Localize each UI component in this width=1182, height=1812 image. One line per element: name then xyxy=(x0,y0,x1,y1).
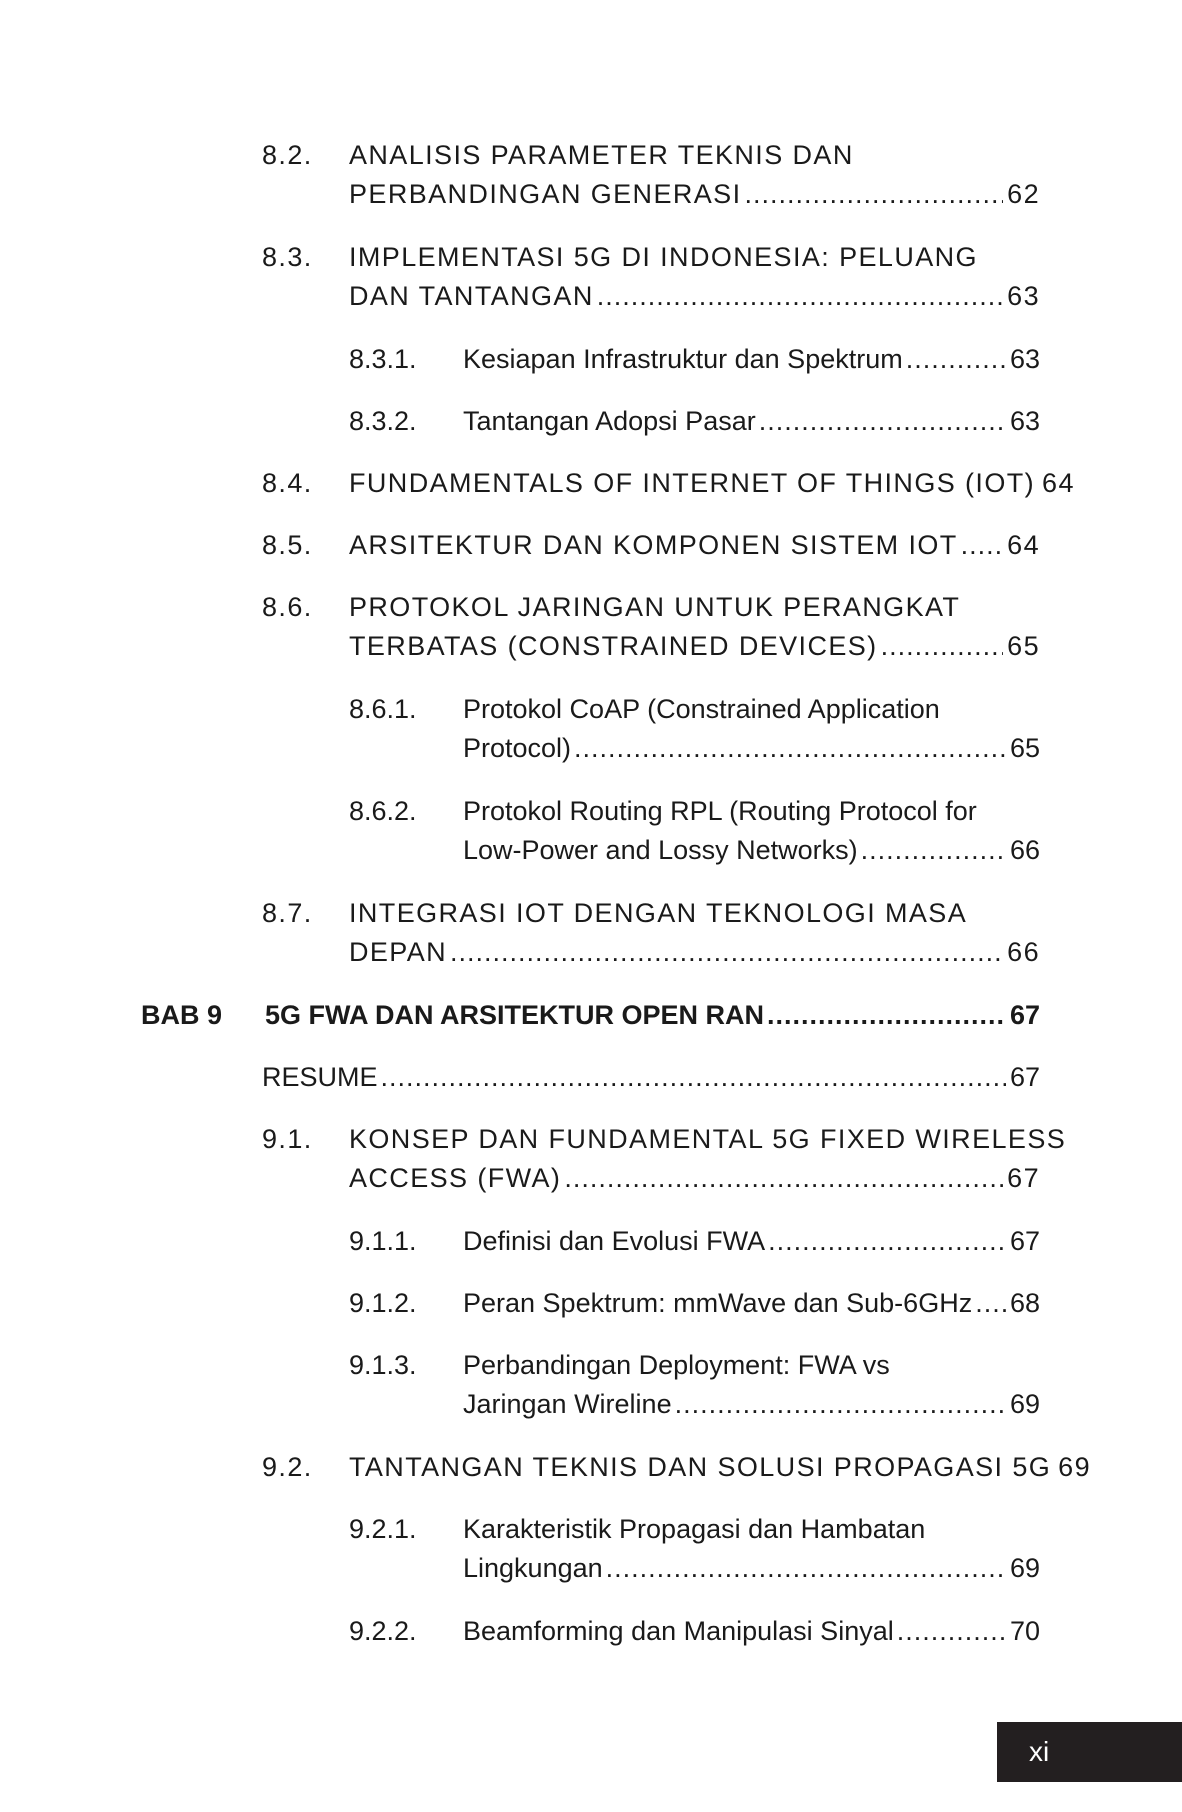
toc-leader-dots xyxy=(597,277,1003,316)
toc-entry-title: Tantangan Adopsi Pasar xyxy=(463,406,756,436)
toc-page-number: 67 xyxy=(1007,1163,1040,1193)
toc-entry-title: FUNDAMENTALS OF INTERNET OF THINGS (IOT) xyxy=(349,468,1036,498)
toc-page-number: 64 xyxy=(1042,468,1075,498)
toc-entry-number: 9.1.3. xyxy=(349,1350,417,1380)
toc-entry-number: 8.2. xyxy=(262,140,313,170)
toc-page-number: 63 xyxy=(1007,281,1040,311)
toc-leader-dots xyxy=(450,933,1003,972)
toc-entry-title: IMPLEMENTASI 5G DI INDONESIA: PELUANG xyxy=(349,242,978,272)
toc-entry-number: 9.2.1. xyxy=(349,1514,417,1544)
toc-entry-number: 8.6.2. xyxy=(349,796,417,826)
toc-entry-title: ANALISIS PARAMETER TEKNIS DAN xyxy=(349,140,854,170)
toc-page-number: 62 xyxy=(1007,179,1040,209)
toc-leader-dots xyxy=(861,831,1006,870)
toc-entry-number: 9.1.2. xyxy=(349,1288,417,1318)
toc-entry-title: INTEGRASI IOT DENGAN TEKNOLOGI MASA xyxy=(349,898,968,928)
toc-entry-title: PROTOKOL JARINGAN UNTUK PERANGKAT xyxy=(349,592,961,622)
toc-page-number: 67 xyxy=(1009,1226,1040,1256)
toc-leader-dots xyxy=(381,1058,1006,1097)
toc-entry-title: RESUME xyxy=(262,1062,378,1092)
toc-entry-number: 8.6. xyxy=(262,592,313,622)
toc-page-number: 65 xyxy=(1009,733,1040,763)
toc-chapter-title: 5G FWA DAN ARSITEKTUR OPEN RAN xyxy=(265,1000,765,1030)
toc-entry-title: Protokol CoAP (Constrained Application xyxy=(463,694,940,724)
toc-entry-title: TANTANGAN TEKNIS DAN SOLUSI PROPAGASI 5G xyxy=(349,1452,1052,1482)
toc-leader-dots xyxy=(767,996,1006,1035)
toc-entry-title: TERBATAS (CONSTRAINED DEVICES) xyxy=(349,631,878,661)
toc-entry-title: Perbandingan Deployment: FWA vs xyxy=(463,1350,890,1380)
toc-leader-dots xyxy=(606,1549,1006,1588)
toc-entry-title: DAN TANTANGAN xyxy=(349,281,594,311)
toc-entry-number: 9.2.2. xyxy=(349,1616,417,1646)
toc-entry-title: Kesiapan Infrastruktur dan Spektrum xyxy=(463,344,903,374)
toc-leader-dots xyxy=(961,526,1004,565)
toc-page-number: 64 xyxy=(1007,530,1040,560)
page-number: xi xyxy=(1029,1736,1050,1767)
toc-page-number: 66 xyxy=(1009,835,1040,865)
toc-entry-number: 9.1.1. xyxy=(349,1226,417,1256)
toc-page-number: 67 xyxy=(1009,1000,1040,1030)
toc-entry-title: Beamforming dan Manipulasi Sinyal xyxy=(463,1616,894,1646)
toc-leader-dots xyxy=(881,627,1004,666)
toc-page-number: 69 xyxy=(1009,1553,1040,1583)
page-number-tab xyxy=(997,1722,1182,1782)
toc-leader-dots xyxy=(574,729,1006,768)
toc-leader-dots xyxy=(975,1284,1006,1323)
toc-page-number: 69 xyxy=(1009,1389,1040,1419)
toc-entry-title: Karakteristik Propagasi dan Hambatan xyxy=(463,1514,926,1544)
toc-entry-number: 8.7. xyxy=(262,898,313,928)
toc-entry-number: 9.1. xyxy=(262,1124,313,1154)
toc-leader-dots xyxy=(675,1385,1006,1424)
toc-leader-dots xyxy=(564,1159,1003,1198)
toc-page-number: 66 xyxy=(1007,937,1040,967)
toc-entry-number: 8.5. xyxy=(262,530,313,560)
toc-entry-title: Jaringan Wireline xyxy=(463,1389,672,1419)
toc-leader-dots xyxy=(744,175,1003,214)
toc-entry-title: Definisi dan Evolusi FWA xyxy=(463,1226,766,1256)
toc-page-number: 63 xyxy=(1009,406,1040,436)
toc-page-number: 63 xyxy=(1009,344,1040,374)
toc-entry-number: 9.2. xyxy=(262,1452,313,1482)
toc-entry-title: KONSEP DAN FUNDAMENTAL 5G FIXED WIRELESS xyxy=(349,1124,1067,1154)
toc-page-number: 68 xyxy=(1009,1288,1040,1318)
toc-page-number: 70 xyxy=(1009,1616,1040,1646)
toc-page-number: 65 xyxy=(1007,631,1040,661)
toc-entry-title: PERBANDINGAN GENERASI xyxy=(349,179,742,209)
toc-entry-number: 8.4. xyxy=(262,468,313,498)
toc-leader-dots xyxy=(768,1222,1006,1261)
toc-entry-number: 8.3. xyxy=(262,242,313,272)
toc-page-number: 67 xyxy=(1009,1062,1040,1092)
toc-entry-title: Protocol) xyxy=(463,733,572,763)
toc-entry-title: ACCESS (FWA) xyxy=(349,1163,562,1193)
toc-entry-number: 8.3.2. xyxy=(349,406,417,436)
toc-leader-dots xyxy=(897,1612,1006,1651)
toc-leader-dots xyxy=(759,402,1006,441)
toc-chapter-number: BAB 9 xyxy=(141,1000,223,1030)
toc-entry-title: DEPAN xyxy=(349,937,448,967)
toc-page-number: 69 xyxy=(1058,1452,1091,1482)
toc-entry-title: Lingkungan xyxy=(463,1553,603,1583)
toc-entry-title: Protokol Routing RPL (Routing Protocol for xyxy=(463,796,977,826)
toc-entry-title: Low-Power and Lossy Networks) xyxy=(463,835,858,865)
toc-entry-number: 8.3.1. xyxy=(349,344,417,374)
toc-entry-title: ARSITEKTUR DAN KOMPONEN SISTEM IOT xyxy=(349,530,958,560)
toc-entry-number: 8.6.1. xyxy=(349,694,417,724)
toc-entry-title: Peran Spektrum: mmWave dan Sub-6GHz xyxy=(463,1288,973,1318)
toc-leader-dots xyxy=(906,340,1006,379)
